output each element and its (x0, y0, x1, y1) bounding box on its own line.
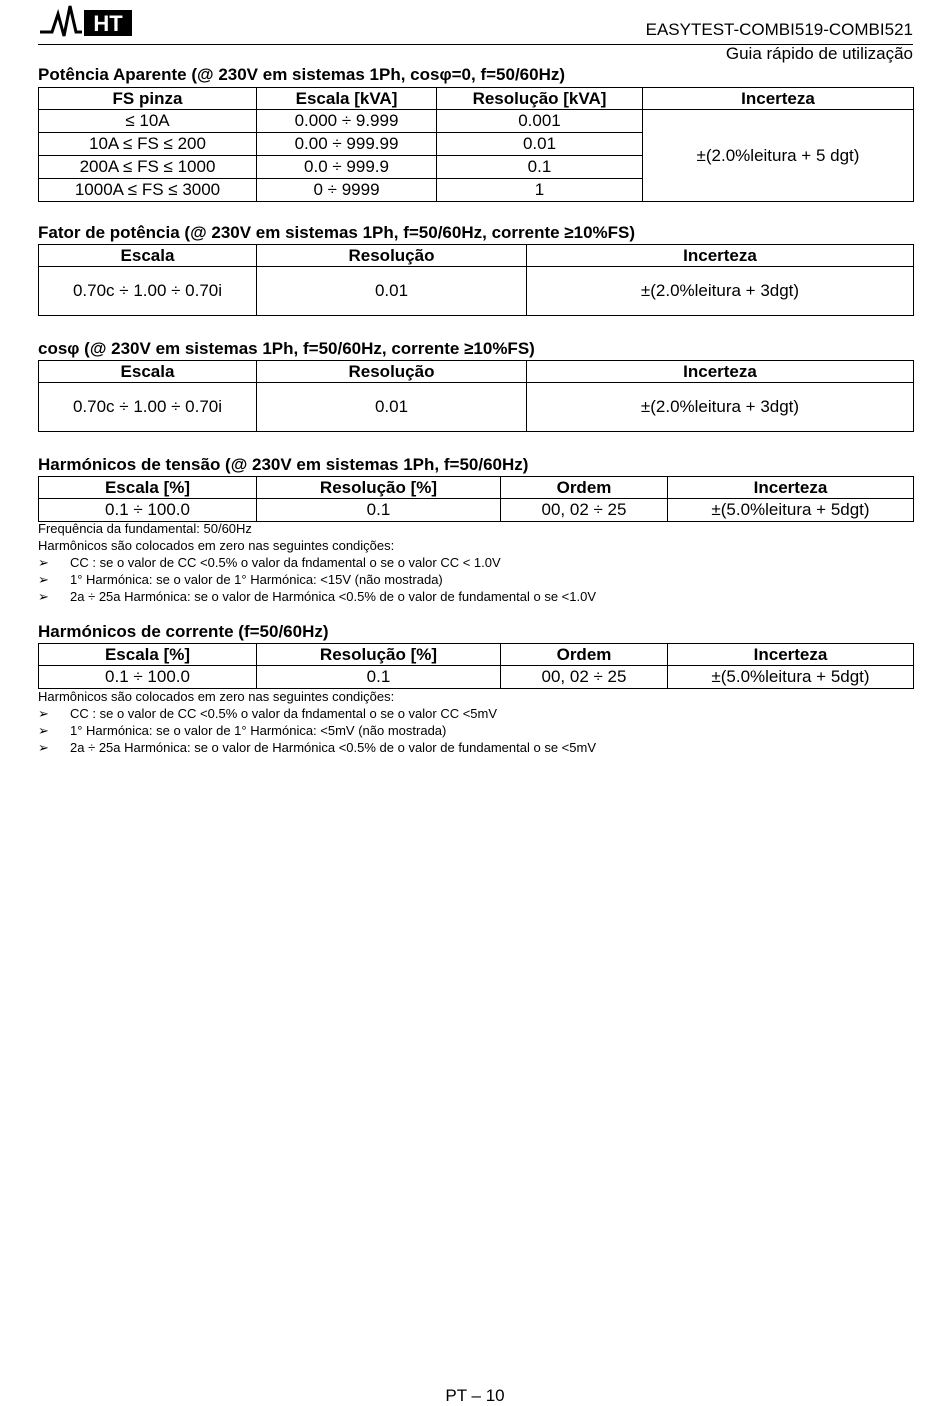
cell-scale: 0.00 ÷ 999.99 (257, 133, 437, 156)
list-item-text: 2a ÷ 25a Harmónica: se o valor de Harmónica <0.5% de o valor de fundamental o se <5mV (70, 740, 596, 755)
note-zero-conditions: Harmônicos são colocados em zero nas seguintes condições: (38, 689, 395, 704)
cell-resolution: 0.01 (257, 383, 527, 432)
header-escala: Escala [%] (39, 644, 257, 666)
list-item (38, 588, 596, 605)
cell-range: ≤ 10A (39, 110, 257, 133)
header-ordem: Ordem (501, 644, 668, 666)
header-incerteza: Incerteza (668, 477, 914, 499)
logo-text: HT (93, 11, 123, 36)
header-resolucao: Resolução (257, 361, 527, 383)
cell-scale: 0.1 ÷ 100.0 (39, 666, 257, 689)
arrow-bullet-icon: ➢ (38, 589, 49, 604)
section-title-power-factor: Fator de potência (@ 230V em sistemas 1Ph, f=50/60Hz, corrente ≥10%FS) (38, 223, 636, 242)
table-row (39, 383, 914, 432)
cell-resolution: 0.001 (437, 110, 643, 133)
document-title: EASYTEST-COMBI519-COMBI521 (645, 20, 913, 39)
arrow-bullet-icon: ➢ (38, 555, 49, 570)
list-item (38, 571, 596, 588)
cell-range: 200A ≤ FS ≤ 1000 (39, 156, 257, 179)
note-fundamental-frequency: Frequência da fundamental: 50/60Hz (38, 521, 252, 536)
arrow-bullet-icon: ➢ (38, 706, 49, 721)
header-incerteza: Incerteza (643, 88, 914, 110)
section-title-voltage-harmonics: Harmónicos de tensão (@ 230V em sistemas 1Ph, f=50/60Hz) (38, 455, 529, 474)
apparent-power-table (38, 87, 914, 202)
table-header-row (39, 88, 914, 110)
cell-scale: 0.0 ÷ 999.9 (257, 156, 437, 179)
header-escala: Escala [%] (39, 477, 257, 499)
table-header-row (39, 644, 914, 666)
cell-resolution: 0.1 (437, 156, 643, 179)
cell-resolution: 0.01 (257, 267, 527, 316)
table-header-row (39, 361, 914, 383)
cell-scale: 0.000 ÷ 9.999 (257, 110, 437, 133)
table-row (39, 267, 914, 316)
header-incerteza: Incerteza (527, 361, 914, 383)
table-header-row (39, 245, 914, 267)
table-row (39, 499, 914, 522)
table-row (39, 666, 914, 689)
header-incerteza: Incerteza (668, 644, 914, 666)
table-header-row (39, 477, 914, 499)
cell-scale: 0.70c ÷ 1.00 ÷ 0.70i (39, 383, 257, 432)
voltage-harmonics-conditions-list (38, 554, 596, 605)
page-header (38, 0, 913, 45)
power-factor-table (38, 244, 914, 316)
cosphi-table (38, 360, 914, 432)
page-number: PT – 10 (445, 1386, 505, 1405)
cell-uncertainty: ±(5.0%leitura + 5dgt) (668, 499, 914, 522)
header-resolucao: Resolução [%] (257, 644, 501, 666)
arrow-bullet-icon: ➢ (38, 740, 49, 755)
header-resolucao: Resolução (257, 245, 527, 267)
section-title-apparent-power: Potência Aparente (@ 230V em sistemas 1Ph, cosφ=0, f=50/60Hz) (38, 65, 566, 84)
current-harmonics-conditions-list (38, 705, 596, 756)
cell-scale: 0.1 ÷ 100.0 (39, 499, 257, 522)
cell-resolution: 0.01 (437, 133, 643, 156)
cell-order: 00, 02 ÷ 25 (501, 499, 668, 522)
header-ordem: Ordem (501, 477, 668, 499)
header-fs-pinza: FS pinza (39, 88, 257, 110)
cell-scale: 0.70c ÷ 1.00 ÷ 0.70i (39, 267, 257, 316)
voltage-harmonics-table (38, 476, 914, 522)
cell-resolution: 0.1 (257, 666, 501, 689)
list-item-text: 1° Harmónica: se o valor de 1° Harmónica: <5mV (não mostrada) (70, 723, 447, 738)
header-escala: Escala (39, 245, 257, 267)
list-item-text: CC : se o valor de CC <0.5% o valor da fndamental o se o valor CC <5mV (70, 706, 498, 721)
cell-resolution: 1 (437, 179, 643, 202)
header-escala: Escala [kVA] (257, 88, 437, 110)
cell-order: 00, 02 ÷ 25 (501, 666, 668, 689)
header-resolucao: Resolução [kVA] (437, 88, 643, 110)
current-harmonics-table (38, 643, 914, 689)
header-resolucao: Resolução [%] (257, 477, 501, 499)
document-subtitle: Guia rápido de utilização (725, 44, 913, 63)
list-item-text: 2a ÷ 25a Harmónica: se o valor de Harmónica <0.5% de o valor de fundamental o se <1.0V (70, 589, 596, 604)
cell-scale: 0 ÷ 9999 (257, 179, 437, 202)
list-item (38, 554, 596, 571)
list-item-text: CC : se o valor de CC <0.5% o valor da fndamental o se o valor CC < 1.0V (70, 555, 501, 570)
cell-uncertainty: ±(2.0%leitura + 3dgt) (527, 383, 914, 432)
table-row (39, 110, 914, 133)
cell-uncertainty: ±(2.0%leitura + 3dgt) (527, 267, 914, 316)
section-title-cosphi: cosφ (@ 230V em sistemas 1Ph, f=50/60Hz, corrente ≥10%FS) (38, 339, 535, 358)
cell-range: 10A ≤ FS ≤ 200 (39, 133, 257, 156)
arrow-bullet-icon: ➢ (38, 723, 49, 738)
list-item (38, 739, 596, 756)
cell-resolution: 0.1 (257, 499, 501, 522)
cell-range: 1000A ≤ FS ≤ 3000 (39, 179, 257, 202)
cell-uncertainty: ±(2.0%leitura + 5 dgt) (643, 110, 914, 202)
header-incerteza: Incerteza (527, 245, 914, 267)
arrow-bullet-icon: ➢ (38, 572, 49, 587)
list-item (38, 705, 596, 722)
list-item-text: 1° Harmónica: se o valor de 1° Harmónica: <15V (não mostrada) (70, 572, 443, 587)
note-zero-conditions: Harmônicos são colocados em zero nas seguintes condições: (38, 538, 395, 553)
header-escala: Escala (39, 361, 257, 383)
cell-uncertainty: ±(5.0%leitura + 5dgt) (668, 666, 914, 689)
section-title-current-harmonics: Harmónicos de corrente (f=50/60Hz) (38, 622, 329, 641)
list-item (38, 722, 596, 739)
ht-logo (38, 2, 134, 38)
